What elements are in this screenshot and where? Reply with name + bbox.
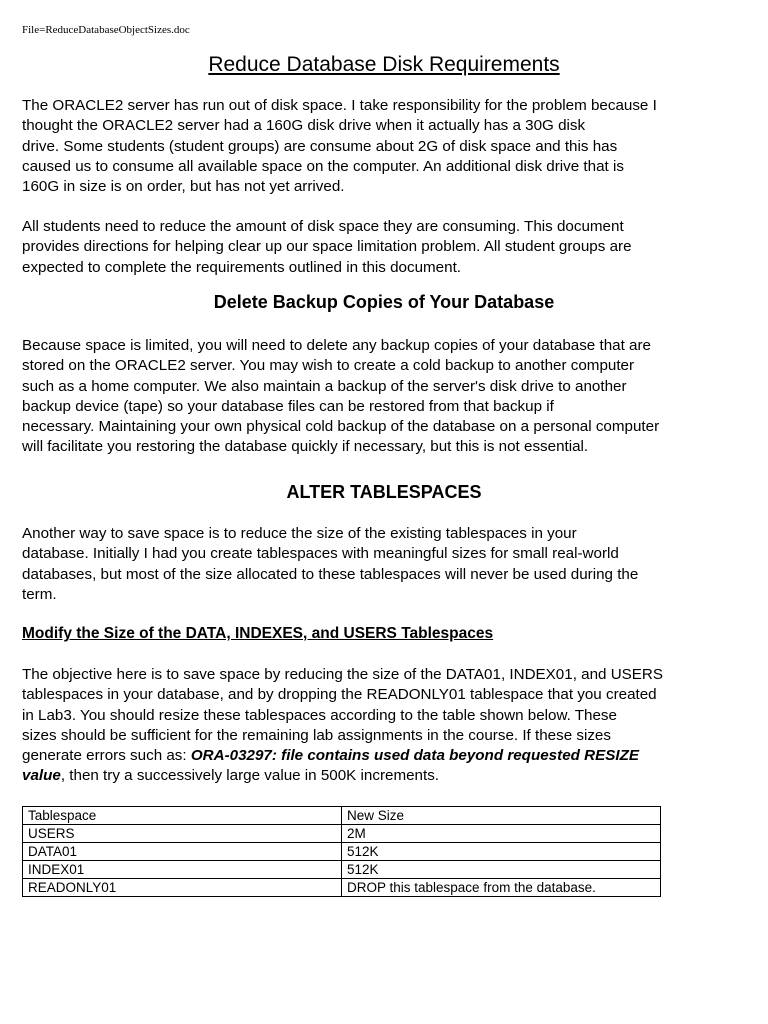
table-cell: USERS — [23, 825, 342, 843]
intro-paragraph-1: The ORACLE2 server has run out of disk space. I take responsibility for the problem because I thought the ORACLE2 server had a 160G disk drive when it actually has a 30G disk drive. Some students (student groups) are consume about 2G of disk space and this has caused us to consume all available space on the computer. An additional disk drive that is 160G in size is on order, but has not yet arrived. — [22, 97, 657, 196]
section-body-alter-tablespaces: Another way to save space is to reduce the size of the existing tablespaces in your database. Initially I had you create tablespaces with meaningful sizes for small real-world databases, but most of the size allocated to these tablespaces will never be used during the term. — [22, 525, 639, 603]
table-row — [23, 825, 661, 843]
objective-text: The objective here is to save space by reducing the size of the DATA01, INDEX01, and USERS tablespaces in your database, and by dropping the READONLY01 tablespace that you created in Lab3. You should resize these tablespaces according to the table shown below. These sizes should be sufficient for the remaining lab assignments in the course. If these sizes generate errors such as: — [22, 666, 664, 765]
table-cell: DATA01 — [23, 843, 342, 861]
subheading-modify-size: Modify the Size of the DATA, INDEXES, and USERS Tablespaces — [22, 625, 494, 642]
objective-paragraph — [22, 665, 752, 787]
document-title: Reduce Database Disk Requirements — [208, 53, 560, 76]
objective-tail-text: , then try a successively large value in 500K increments. — [60, 767, 440, 785]
table-header-cell: Tablespace — [23, 807, 342, 825]
table-cell: 2M — [342, 825, 661, 843]
table-cell: DROP this tablespace from the database. — [342, 879, 661, 897]
table-header-cell: New Size — [342, 807, 661, 825]
table-cell: 512K — [342, 861, 661, 879]
table-row — [23, 861, 661, 879]
section-heading-alter-tablespaces: ALTER TABLESPACES — [286, 482, 482, 502]
file-name-label: File=ReduceDatabaseObjectSizes.doc — [22, 24, 190, 36]
intro-paragraph-2: All students need to reduce the amount of disk space they are consuming. This document provides directions for helping clear up our space limitation problem. All student groups are expected to complete the requirements outlined in this document. — [22, 218, 632, 276]
table-cell: READONLY01 — [23, 879, 342, 897]
table-cell: INDEX01 — [23, 861, 342, 879]
error-message-text: ORA-03297: file contains used data beyond requested RESIZE value — [22, 747, 639, 785]
tablespace-size-table — [22, 806, 661, 897]
table-row — [23, 879, 661, 897]
table-header-row — [23, 807, 661, 825]
section-heading-delete-backups: Delete Backup Copies of Your Database — [213, 292, 555, 312]
table-cell: 512K — [342, 843, 661, 861]
table-row — [23, 843, 661, 861]
section-body-delete-backups: Because space is limited, you will need to delete any backup copies of your database that are stored on the ORACLE2 server. You may wish to create a cold backup to another computer such as a home computer. We also maintain a backup of the server's disk drive to another backup device (tape) so your database files can be restored from that backup if necessary. Maintaining your own physical cold backup of the database on a personal computer will facilitate you restoring the database quickly if necessary, but this is not essential. — [22, 337, 660, 456]
